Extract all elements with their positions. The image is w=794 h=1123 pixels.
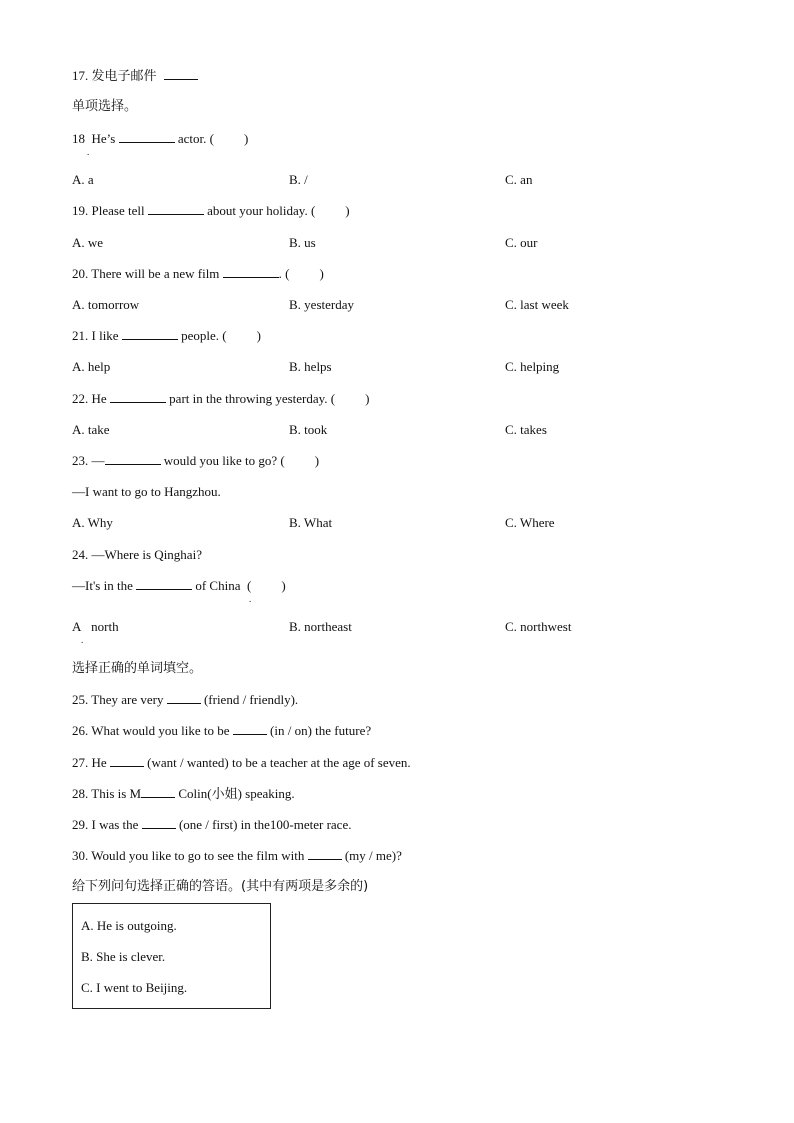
question-17: 17. 发电子邮件: [72, 68, 198, 85]
answer-blank[interactable]: [167, 692, 201, 704]
answer-blank[interactable]: [110, 391, 166, 403]
dot-mark: .: [81, 635, 84, 645]
question-22: 22. He part in the throwing yesterday. ( ): [72, 391, 370, 406]
answer-blank[interactable]: [105, 453, 161, 465]
question-20: 20. There will be a new film . ( ): [72, 266, 324, 281]
option-c[interactable]: C. our: [505, 235, 538, 250]
option-c[interactable]: C. takes: [505, 422, 547, 437]
option-a[interactable]: A. Why: [72, 515, 113, 530]
question-23: 23. — would you like to go? ( ): [72, 453, 320, 468]
section-heading-single-choice: 单项选择。: [72, 99, 138, 114]
option-a[interactable]: A. a: [72, 172, 94, 187]
option-a[interactable]: A north: [72, 619, 119, 634]
option-b[interactable]: B. What: [289, 515, 333, 530]
answer-blank[interactable]: [148, 203, 204, 215]
answer-choice-c: C. I went to Beijing.: [81, 980, 188, 995]
option-c[interactable]: C. helping: [505, 359, 560, 374]
answer-blank[interactable]: [223, 266, 279, 278]
question-28: 28. This is M Colin(小姐) speaking.: [72, 786, 295, 801]
option-b[interactable]: B. helps: [289, 359, 332, 374]
option-a[interactable]: A. take: [72, 422, 110, 437]
question-30: 30. Would you like to go to see the film with (my / me)?: [72, 848, 402, 863]
answer-blank[interactable]: [122, 328, 178, 340]
option-a[interactable]: A. tomorrow: [72, 297, 140, 312]
section-heading-match-answers: 给下列问句选择正确的答语。(其中有两项是多余的): [72, 879, 369, 894]
answer-choice-a: A. He is outgoing.: [81, 918, 177, 933]
option-a[interactable]: A. we: [72, 235, 104, 250]
question-21: 21. I like people. ( ): [72, 328, 261, 343]
answer-blank[interactable]: [119, 131, 175, 143]
question-23-reply: —I want to go to Hangzhou.: [72, 484, 221, 499]
question-27: 27. He (want / wanted) to be a teacher at the age of seven.: [72, 755, 411, 770]
answer-choices-box: [72, 903, 271, 1009]
option-b[interactable]: B. us: [289, 235, 316, 250]
answer-blank[interactable]: [233, 723, 267, 735]
section-heading-fill-blank: 选择正确的单词填空。: [72, 661, 203, 676]
option-b[interactable]: B. northeast: [289, 619, 352, 634]
option-c[interactable]: C. northwest: [505, 619, 572, 634]
question-29: 29. I was the (one / first) in the100-meter race.: [72, 817, 352, 832]
question-18: 18 He’s actor. ( ): [72, 131, 249, 146]
option-b[interactable]: B. took: [289, 422, 328, 437]
option-c[interactable]: C. last week: [505, 297, 569, 312]
answer-blank[interactable]: [136, 578, 192, 590]
answer-blank[interactable]: [141, 786, 175, 798]
answer-blank[interactable]: [308, 848, 342, 860]
option-b[interactable]: B. yesterday: [289, 297, 354, 312]
question-26: 26. What would you like to be (in / on) the future?: [72, 723, 372, 738]
dot-mark: .: [249, 594, 252, 604]
answer-choice-b: B. She is clever.: [81, 949, 166, 964]
dot-mark: .: [87, 147, 90, 157]
question-24: 24. —Where is Qinghai?: [72, 547, 202, 562]
question-19: 19. Please tell about your holiday. ( ): [72, 203, 350, 218]
question-17-text: 发电子邮件: [91, 69, 157, 84]
answer-blank[interactable]: [110, 755, 144, 767]
question-24-reply: —It's in the of China ( ): [72, 578, 286, 593]
option-a[interactable]: A. help: [72, 359, 111, 374]
answer-blank[interactable]: [142, 817, 176, 829]
option-b[interactable]: B. /: [289, 172, 308, 187]
question-25: 25. They are very (friend / friendly).: [72, 692, 299, 707]
option-c[interactable]: C. Where: [505, 515, 555, 530]
answer-blank[interactable]: [164, 68, 198, 80]
option-c[interactable]: C. an: [505, 172, 533, 187]
